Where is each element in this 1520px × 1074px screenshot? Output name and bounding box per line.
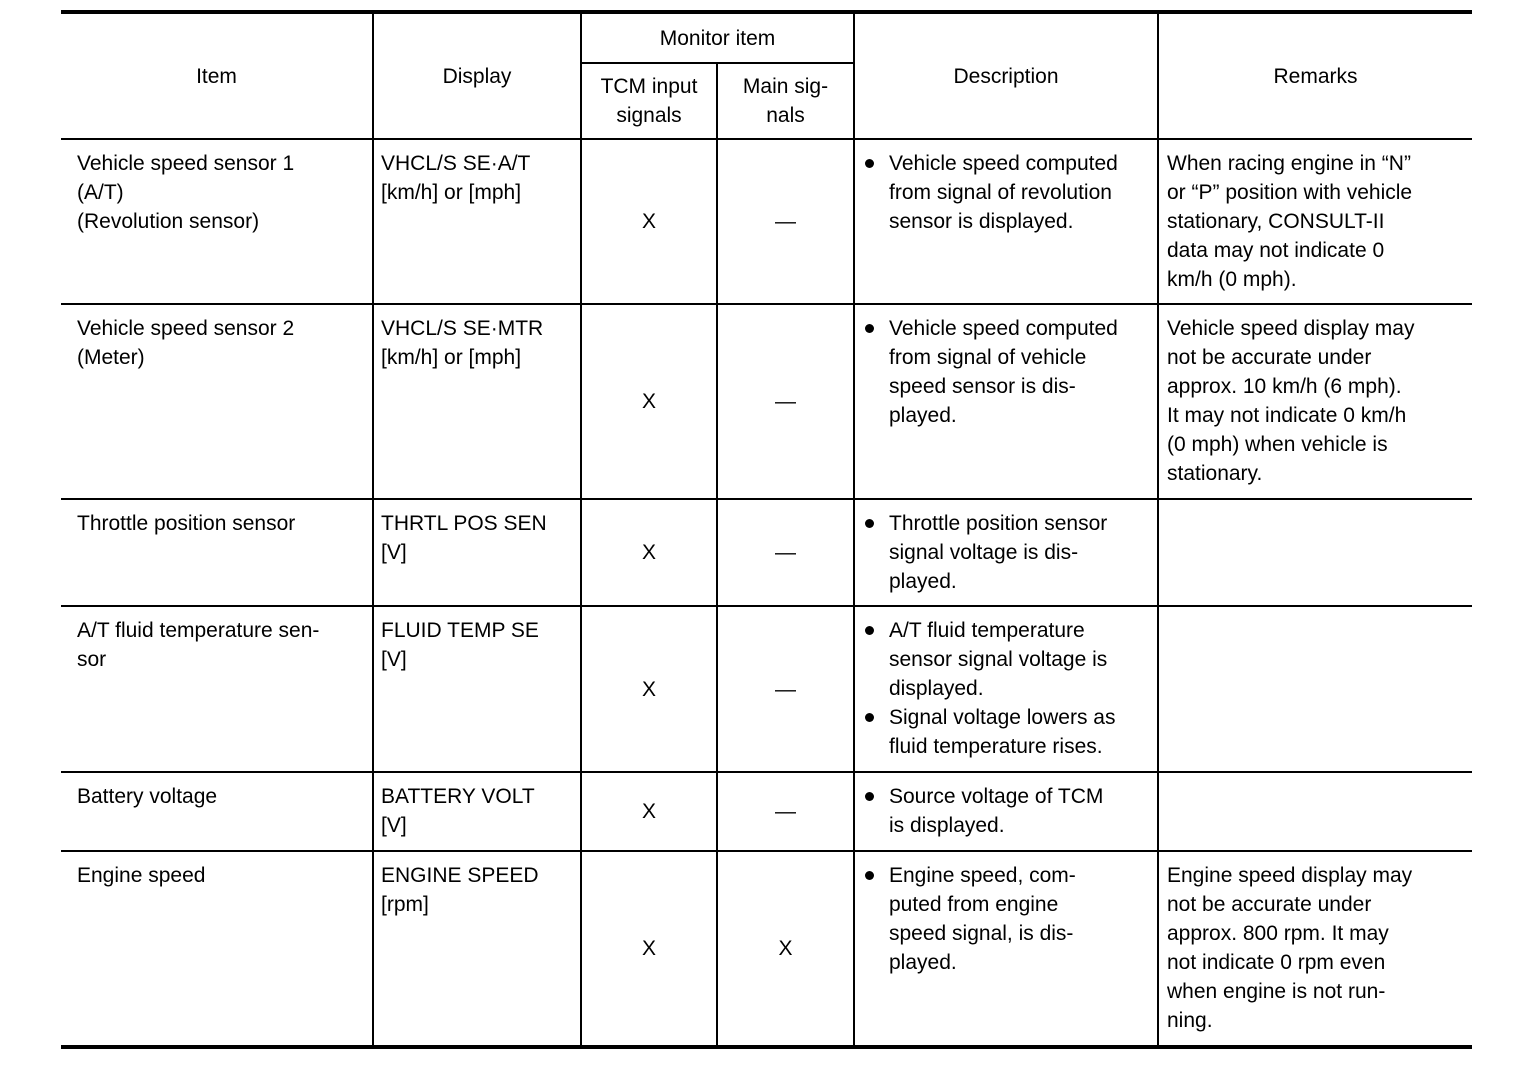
- main-signal-mark: —: [717, 772, 854, 851]
- tcm-input-mark: X: [581, 139, 717, 304]
- tcm-input-mark: X: [581, 499, 717, 606]
- header-item: Item: [61, 12, 373, 139]
- item-cell: Vehicle speed sensor 2 (Meter): [61, 304, 373, 499]
- display-cell: VHCL/S SE·A/T [km/h] or [mph]: [373, 139, 581, 304]
- display-cell: VHCL/S SE·MTR [km/h] or [mph]: [373, 304, 581, 499]
- display-cell: ENGINE SPEED [rpm]: [373, 851, 581, 1047]
- description-cell: [854, 139, 1158, 304]
- bullet-icon: [863, 509, 889, 538]
- description-bullet: [863, 616, 1151, 703]
- main-signal-mark: —: [717, 499, 854, 606]
- description-bullet: [863, 703, 1151, 761]
- item-cell: Battery voltage: [61, 772, 373, 851]
- table-row: [61, 851, 1472, 1047]
- table-row: [61, 499, 1472, 606]
- description-text: Engine speed, com- puted from engine speed signal, is dis- played.: [889, 864, 1076, 974]
- bullet-icon: [863, 314, 889, 343]
- description-text: Signal voltage lowers as fluid temperature rises.: [889, 706, 1116, 758]
- description-text: Source voltage of TCM is displayed.: [889, 785, 1104, 837]
- description-cell: [854, 304, 1158, 499]
- description-bullet: [863, 861, 1151, 977]
- description-text: A/T fluid temperature sensor signal voltage is displayed.: [889, 619, 1108, 700]
- main-signal-mark: —: [717, 606, 854, 772]
- main-signal-mark: —: [717, 304, 854, 499]
- remarks-cell: Engine speed display may not be accurate under approx. 800 rpm. It may not indicate 0 rpm even when engine is not run- ning.: [1158, 851, 1472, 1047]
- header-monitor-item: Monitor item: [581, 12, 854, 63]
- description-text: Throttle position sensor signal voltage is dis- played.: [889, 512, 1108, 593]
- main-signal-mark: X: [717, 851, 854, 1047]
- remarks-cell: Vehicle speed display may not be accurate under approx. 10 km/h (6 mph). It may not indicate 0 km/h (0 mph) when vehicle is stationary.: [1158, 304, 1472, 499]
- table-row: [61, 772, 1472, 851]
- item-cell: Vehicle speed sensor 1 (A/T) (Revolution sensor): [61, 139, 373, 304]
- description-bullet: [863, 782, 1151, 840]
- bullet-icon: [863, 703, 889, 732]
- table-row: [61, 139, 1472, 304]
- description-bullet: [863, 509, 1151, 596]
- description-cell: [854, 772, 1158, 851]
- item-cell: A/T fluid temperature sen- sor: [61, 606, 373, 772]
- description-text: Vehicle speed computed from signal of vehicle speed sensor is dis- played.: [889, 317, 1118, 427]
- description-bullet: [863, 149, 1151, 236]
- bullet-icon: [863, 782, 889, 811]
- tcm-input-mark: X: [581, 606, 717, 772]
- description-cell: [854, 851, 1158, 1047]
- display-cell: THRTL POS SEN [V]: [373, 499, 581, 606]
- header-remarks: Remarks: [1158, 12, 1472, 139]
- header-tcm-input-signals: TCM input signals: [581, 63, 717, 139]
- item-cell: Throttle position sensor: [61, 499, 373, 606]
- main-signal-mark: —: [717, 139, 854, 304]
- bullet-icon: [863, 616, 889, 645]
- header-display: Display: [373, 12, 581, 139]
- remarks-cell: [1158, 499, 1472, 606]
- table-row: [61, 606, 1472, 772]
- tcm-input-mark: X: [581, 851, 717, 1047]
- description-cell: [854, 499, 1158, 606]
- header-description: Description: [854, 12, 1158, 139]
- description-bullet: [863, 314, 1151, 430]
- remarks-cell: When racing engine in “N” or “P” position with vehicle stationary, CONSULT-II data may not indicate 0 km/h (0 mph).: [1158, 139, 1472, 304]
- header-main-signals: Main sig- nals: [717, 63, 854, 139]
- tcm-input-mark: X: [581, 772, 717, 851]
- bullet-icon: [863, 149, 889, 178]
- bullet-icon: [863, 861, 889, 890]
- description-text: Vehicle speed computed from signal of revolution sensor is displayed.: [889, 152, 1118, 233]
- display-cell: FLUID TEMP SE [V]: [373, 606, 581, 772]
- remarks-cell: [1158, 606, 1472, 772]
- display-cell: BATTERY VOLT [V]: [373, 772, 581, 851]
- remarks-cell: [1158, 772, 1472, 851]
- description-cell: [854, 606, 1158, 772]
- table-row: [61, 304, 1472, 499]
- monitor-item-table: [61, 10, 1472, 1049]
- item-cell: Engine speed: [61, 851, 373, 1047]
- tcm-input-mark: X: [581, 304, 717, 499]
- table-body: [61, 139, 1472, 1047]
